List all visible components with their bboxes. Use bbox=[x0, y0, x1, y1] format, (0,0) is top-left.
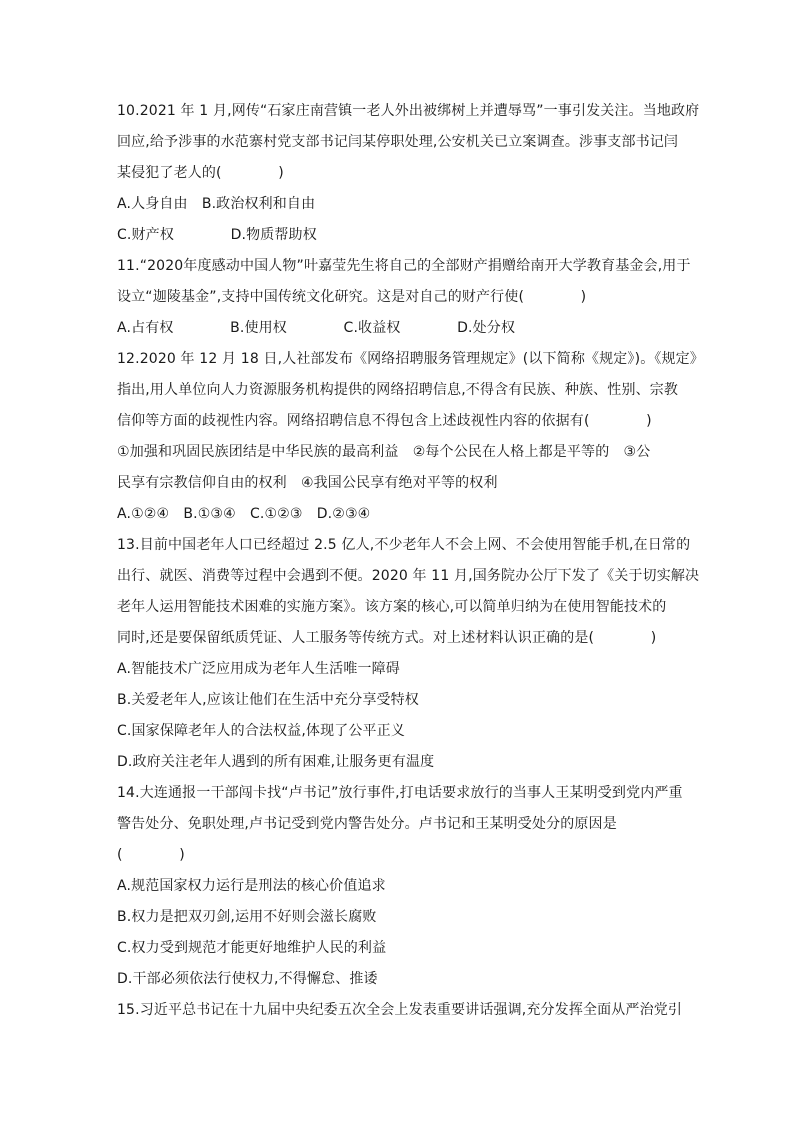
question-12-option-line: A.①②④ B.①③④ C.①②③ D.②③④ bbox=[117, 506, 371, 522]
question-10-stem-line: 回应,给予涉事的水范寨村党支部书记闫某停职处理,公安机关已立案调查。涉事支部书记闫 bbox=[117, 134, 679, 150]
question-14-stem-line: 警告处分、免职处理,卢书记受到党内警告处分。卢书记和王某明受处分的原因是 bbox=[117, 816, 617, 832]
question-13-stem-line: 出行、就医、消费等过程中会遇到不便。2020 年 11 月,国务院办公厅下发了《关于切实解决 bbox=[117, 568, 700, 584]
question-13-stem-line: 同时,还是要保留纸质凭证、人工服务等传统方式。对上述材料认识正确的是( ) bbox=[117, 630, 657, 646]
question-13-option-line: B.关爱老年人,应该让他们在生活中充分享受特权 bbox=[117, 692, 419, 708]
question-14-option-line: C.权力受到规范才能更好地维护人民的利益 bbox=[117, 940, 387, 956]
question-14-option-line: A.规范国家权力运行是刑法的核心价值追求 bbox=[117, 878, 386, 894]
question-13-option-line: A.智能技术广泛应用成为老年人生活唯一障碍 bbox=[117, 661, 400, 677]
question-13-option-line: D.政府关注老年人遇到的所有困难,让服务更有温度 bbox=[117, 754, 435, 770]
question-10-stem-line: 10.2021 年 1 月,网传“石家庄南营镇一老人外出被绑树上并遭辱骂”一事引发关注。当地政府 bbox=[117, 103, 700, 119]
question-12-stem-line: 信仰等方面的歧视性内容。网络招聘信息不得包含上述歧视性内容的依据有( ) bbox=[117, 413, 652, 429]
question-10-option-line: A.人身自由 B.政治权利和自由 bbox=[117, 196, 316, 212]
question-11-stem-line: 11.“2020年度感动中国人物”叶嘉莹先生将自己的全部财产捐赠给南开大学教育基金会,用于 bbox=[117, 258, 691, 274]
question-11-stem-line: 设立“迦陵基金”,支持中国传统文化研究。这是对自己的财产行使( ) bbox=[117, 289, 587, 305]
question-12-stem-line: 民享有宗教信仰自由的权利 ④我国公民享有绝对平等的权利 bbox=[117, 475, 498, 491]
question-13-stem-line: 老年人运用智能技术困难的实施方案》。该方案的核心,可以简单归纳为在使用智能技术的 bbox=[117, 599, 667, 615]
question-14-option-line: B.权力是把双刃剑,运用不好则会滋长腐败 bbox=[117, 909, 377, 925]
question-10-stem-line: 某侵犯了老人的( ) bbox=[117, 165, 284, 181]
question-12-stem-line: ①加强和巩固民族团结是中华民族的最高利益 ②每个公民在人格上都是平等的 ③公 bbox=[117, 444, 651, 460]
question-13-stem-line: 13.目前中国老年人口已经超过 2.5 亿人,不少老年人不会上网、不会使用智能手机,在日常的 bbox=[117, 537, 691, 553]
question-13-option-line: C.国家保障老年人的合法权益,体现了公平正义 bbox=[117, 723, 405, 739]
question-14-stem-line: 14.大连通报一干部闯卡找“卢书记”放行事件,打电话要求放行的当事人王某明受到党内严重 bbox=[117, 785, 683, 801]
question-10-option-line: C.财产权 D.物质帮助权 bbox=[117, 227, 317, 243]
question-14-option-line: D.干部必须依法行使权力,不得懈怠、推诿 bbox=[117, 971, 378, 987]
question-15-stem-line: 15.习近平总书记在十九届中央纪委五次全会上发表重要讲话强调,充分发挥全面从严治党引 bbox=[117, 1002, 683, 1018]
question-11-option-line: A.占有权 B.使用权 C.收益权 D.处分权 bbox=[117, 320, 516, 336]
question-14-stem-line: ( ) bbox=[117, 847, 185, 863]
question-12-stem-line: 12.2020 年 12 月 18 日,人社部发布《网络招聘服务管理规定》(以下简称《规定》)。《规定》 bbox=[117, 351, 704, 367]
question-12-stem-line: 指出,用人单位向人力资源服务机构提供的网络招聘信息,不得含有民族、种族、性别、宗教 bbox=[117, 382, 679, 398]
